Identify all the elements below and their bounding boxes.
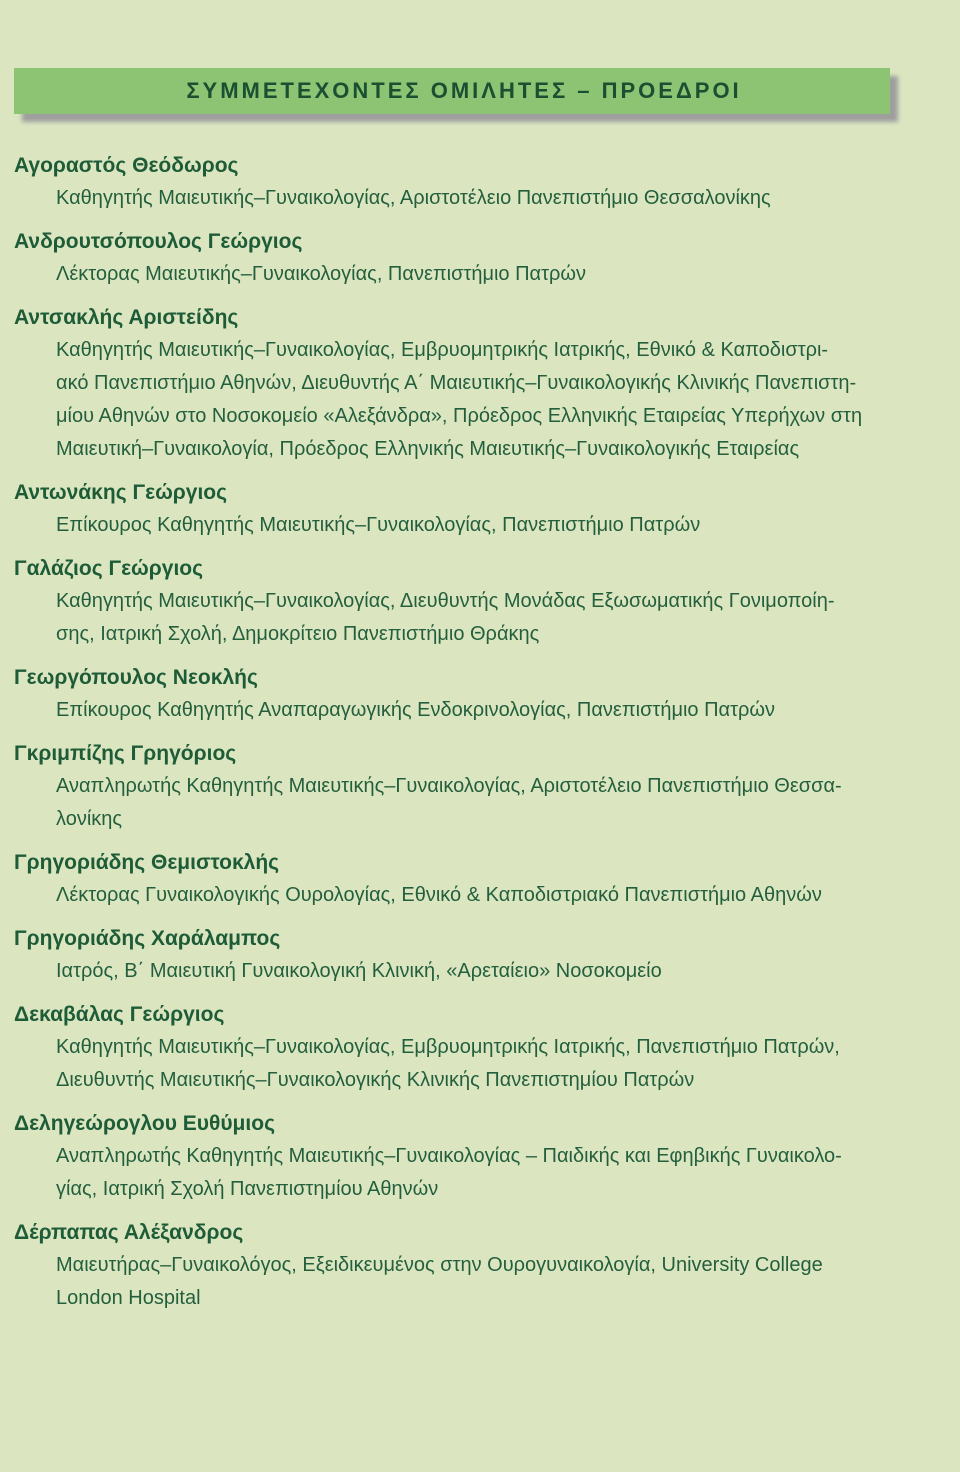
speaker-entry [14, 661, 914, 727]
speaker-description: Καθηγητής Μαιευτικής–Γυναικολογίας, Αριστοτέλειο Πανεπιστήμιο Θεσσαλονίκης [56, 187, 771, 209]
speaker-description: Ιατρός, Β΄ Μαιευτική Γυναικολογική Κλινική, «Αρεταίειο» Νοσοκομείο [56, 960, 662, 982]
speaker-description: Επίκουρος Καθηγητής Αναπαραγωγικής Ενδοκρινολογίας, Πανεπιστήμιο Πατρών [56, 699, 775, 721]
speaker-entry [14, 552, 914, 651]
header-bar [14, 68, 890, 114]
speaker-name: Γεωργόπουλος Νεοκλής [14, 666, 258, 689]
speaker-entry [14, 225, 914, 291]
speaker-name: Δεκαβάλας Γεώργιος [14, 1003, 225, 1026]
speaker-description: Αναπληρωτής Καθηγητής Μαιευτικής–Γυναικολογίας, Αριστοτέλειο Πανεπιστήμιο Θεσσα- λονίκης [56, 775, 842, 830]
speaker-entry [14, 922, 914, 988]
speaker-name: Γαλάζιος Γεώργιος [14, 557, 204, 580]
speaker-entry [14, 998, 914, 1097]
speaker-entry [14, 1107, 914, 1206]
speaker-description: Καθηγητής Μαιευτικής–Γυναικολογίας, Εμβρυομητρικής Ιατρικής, Πανεπιστήμιο Πατρών, Διευθυντής Μαιευτικής–Γυναικολογικής Κλινικής Πανεπιστημίου Πατρών [56, 1036, 840, 1091]
speaker-name: Γρηγοριάδης Θεμιστοκλής [14, 851, 280, 874]
speaker-entry [14, 149, 914, 215]
speaker-entry [14, 476, 914, 542]
speaker-name: Δεληγεώρογλου Ευθύμιος [14, 1112, 275, 1135]
speaker-description: Αναπληρωτής Καθηγητής Μαιευτικής–Γυναικολογίας – Παιδικής και Εφηβικής Γυναικολο- γίας, Ιατρική Σχολή Πανεπιστημίου Αθηνών [56, 1145, 842, 1200]
speaker-entry [14, 846, 914, 912]
speaker-name: Γρηγοριάδης Χαράλαμπος [14, 927, 281, 950]
speaker-name: Αντωνάκης Γεώργιος [14, 481, 228, 504]
speaker-name: Αντσακλής Αριστείδης [14, 306, 239, 329]
speaker-name: Γκριμπίζης Γρηγόριος [14, 742, 237, 765]
speaker-entry [14, 301, 914, 466]
speaker-description: Μαιευτήρας–Γυναικολόγος, Εξειδικευμένος στην Ουρογυναικολογία, University College London Hospital [56, 1254, 823, 1309]
speaker-name: Ανδρουτσόπουλος Γεώργιος [14, 230, 303, 253]
page-title: ΣΥΜΜΕΤΕΧΟΝΤΕΣ ΟΜΙΛΗΤΕΣ – ΠΡΟΕΔΡΟΙ [186, 78, 742, 103]
speaker-description: Καθηγητής Μαιευτικής–Γυναικολογίας, Διευθυντής Μονάδας Εξωσωματικής Γονιμοποίη- σης, Ιατρική Σχολή, Δημοκρίτειο Πανεπιστήμιο Θράκης [56, 590, 835, 645]
speaker-description: Καθηγητής Μαιευτικής–Γυναικολογίας, Εμβρυομητρικής Ιατρικής, Εθνικό & Καποδιστρι- ακό Πανεπιστήμιο Αθηνών, Διευθυντής Α΄ Μαιευτικής–Γυναικολογικής Κλινικής Πανεπιστη- μίου Αθηνών στο Νοσοκομείο «Αλεξάνδρα», Πρόεδρος Ελληνικής Εταιρείας Υπερήχων στη Μαιευτική–Γυναικολογία, Πρόεδρος Ελληνικής Μαιευτικής–Γυναικολογικής Εταιρείας [56, 339, 863, 460]
speaker-description: Λέκτορας Γυναικολογικής Ουρολογίας, Εθνικό & Καποδιστριακό Πανεπιστήμιο Αθηνών [56, 884, 822, 906]
speaker-entry [14, 737, 914, 836]
speaker-description: Λέκτορας Μαιευτικής–Γυναικολογίας, Πανεπιστήμιο Πατρών [56, 263, 587, 285]
speaker-name: Δέρπαπας Αλέξανδρος [14, 1221, 244, 1244]
speaker-description: Επίκουρος Καθηγητής Μαιευτικής–Γυναικολογίας, Πανεπιστήμιο Πατρών [56, 514, 701, 536]
speaker-list [14, 149, 914, 1325]
section-header [14, 68, 890, 114]
speaker-entry [14, 1216, 914, 1315]
speaker-name: Αγοραστός Θεόδωρος [14, 154, 239, 177]
